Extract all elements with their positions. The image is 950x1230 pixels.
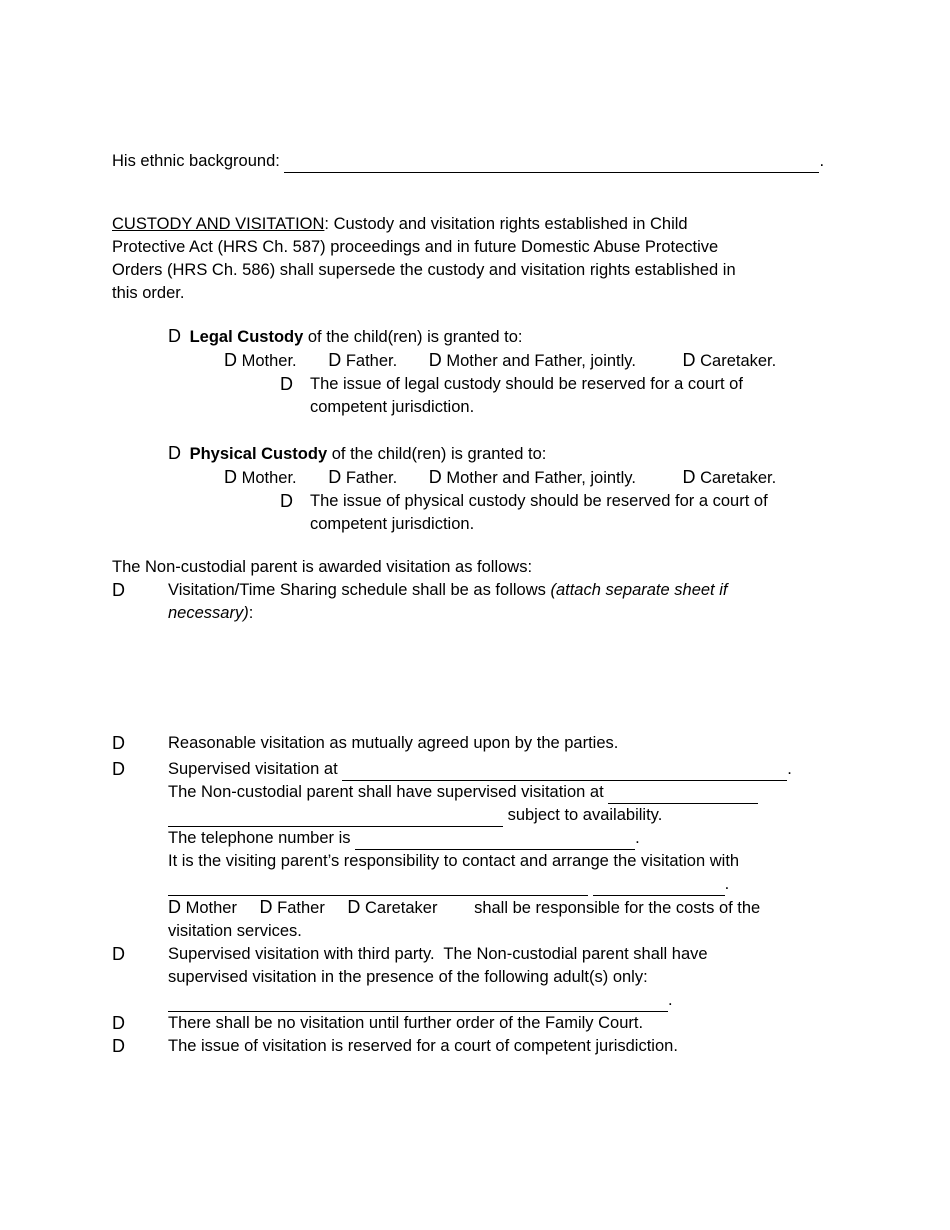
supervised-availability-text: subject to availability. [503, 806, 663, 824]
physical-custody-grant-line [168, 442, 838, 466]
period: . [787, 760, 792, 778]
option-father [328, 469, 397, 487]
legal-custody-title: Legal Custody [189, 328, 304, 346]
arrange-with-blank-1[interactable] [168, 879, 588, 896]
checkbox-mother[interactable]: D [224, 350, 237, 370]
supervised-line-location [168, 758, 838, 781]
cost-option-caretaker [347, 899, 437, 917]
checkbox-visitation-reserved-court[interactable]: D [112, 1036, 125, 1056]
schedule-colon: : [248, 604, 254, 622]
checkbox-caretaker[interactable]: D [682, 467, 696, 487]
checkbox-mother-father-jointly[interactable]: D [428, 350, 442, 370]
legal-custody-reserved [280, 373, 838, 419]
checkbox-father[interactable]: D [328, 350, 342, 370]
checkbox-visitation-third-party[interactable]: D [112, 944, 125, 964]
cost-option-father [260, 899, 325, 917]
checkbox-legal-custody[interactable]: D [168, 326, 181, 346]
checkbox-visitation-supervised[interactable]: D [112, 759, 125, 779]
reasonable-text: Reasonable visitation as mutually agreed upon by the parties. [168, 734, 619, 752]
cost-text-line-2: visitation services. [168, 922, 302, 940]
checkbox-visitation-schedule[interactable]: D [112, 580, 125, 600]
legal-custody-options-row [224, 349, 838, 373]
ethnic-background-label: His ethnic background: [112, 152, 280, 170]
option-mother-label: Mother. [241, 352, 297, 370]
custody-paragraph-text: : Custody and visitation rights established in Child [324, 215, 688, 233]
physical-reserved-line-2: competent jurisdiction. [310, 515, 475, 533]
visitation-item-schedule [112, 579, 838, 625]
supervised-line-3 [168, 804, 838, 827]
third-party-blank-line [168, 989, 838, 1012]
supervised-responsibility-text: It is the visiting parent’s responsibility to contact and arrange the visitation with [168, 852, 740, 870]
physical-reserved-line-1: The issue of physical custody should be reserved for a court of [310, 492, 768, 510]
custody-paragraph-line-2: Protective Act (HRS Ch. 587) proceedings and in future Domestic Abuse Protective [112, 238, 719, 256]
checkbox-father[interactable]: D [328, 467, 342, 487]
arrange-with-blank-2[interactable] [593, 879, 725, 896]
option-mother-label: Mother. [241, 469, 297, 487]
physical-custody-reserved-text [310, 490, 768, 536]
option-mother-father-jointly-label: Mother and Father, jointly. [446, 352, 636, 370]
option-caretaker-label: Caretaker. [700, 352, 777, 370]
ethnic-background-line [112, 150, 838, 173]
custody-paragraph-line-3: Orders (HRS Ch. 586) shall supersede the custody and visitation rights established in [112, 261, 736, 279]
supervised-location-blank-3[interactable] [168, 810, 503, 827]
checkbox-cost-caretaker[interactable]: D [347, 897, 361, 917]
physical-custody-options-row [224, 466, 838, 490]
supervised-at-label: Supervised visitation at [168, 760, 343, 778]
checkbox-mother-father-jointly[interactable]: D [428, 467, 442, 487]
cost-option-father-label: Father [277, 899, 325, 917]
option-father-label: Father. [345, 469, 398, 487]
checkbox-no-visitation[interactable]: D [112, 1013, 125, 1033]
visitation-item-reserved-court [112, 1035, 838, 1058]
option-caretaker [683, 469, 777, 487]
physical-custody-reserved [280, 490, 838, 536]
visitation-item-supervised [112, 758, 838, 943]
visitation-item-third-party [112, 943, 838, 1012]
checkbox-cost-father[interactable]: D [259, 897, 273, 917]
supervised-location-blank-2[interactable] [608, 787, 758, 804]
legal-reserved-line-2: competent jurisdiction. [310, 398, 475, 416]
custody-paragraph-line-4: this order. [112, 284, 185, 302]
supervised-arrange-blanks [168, 873, 838, 896]
phone-number-blank[interactable] [355, 833, 635, 850]
schedule-line-2 [168, 602, 838, 625]
checkbox-cost-mother[interactable]: D [168, 897, 181, 917]
supervised-line-2 [168, 781, 838, 804]
period: . [724, 875, 730, 893]
cost-text-line-1: shall be responsible for the costs of the [474, 899, 761, 917]
visitation-intro: The Non-custodial parent is awarded visitation as follows: [112, 558, 533, 576]
legal-custody-text: of the child(ren) is granted to: [303, 328, 523, 346]
physical-custody-text: of the child(ren) is granted to: [327, 445, 547, 463]
cost-option-mother [168, 899, 237, 917]
checkbox-visitation-reasonable[interactable]: D [112, 733, 125, 753]
schedule-italic-text-2: necessary) [168, 604, 249, 622]
physical-custody-title: Physical Custody [189, 445, 328, 463]
third-party-line-1: Supervised visitation with third party. The Non-custodial parent shall have [168, 945, 708, 963]
schedule-text [168, 579, 838, 625]
option-mother [224, 469, 297, 487]
option-father [328, 352, 397, 370]
legal-reserved-line-1: The issue of legal custody should be reserved for a court of [310, 375, 743, 393]
custody-paragraph-line-1 [112, 213, 838, 236]
schedule-plain-text: Visitation/Time Sharing schedule shall be as follows [168, 581, 551, 599]
option-caretaker [683, 352, 777, 370]
supervised-location-blank[interactable] [342, 764, 787, 781]
legal-custody-reserved-text [310, 373, 743, 419]
custody-section-paragraph [112, 213, 838, 305]
period: . [819, 152, 825, 170]
checkbox-physical-custody[interactable]: D [168, 443, 181, 463]
checkbox-reserve-legal-custody[interactable]: D [280, 374, 293, 394]
visitation-item-no-visitation [112, 1012, 838, 1035]
period: . [635, 829, 640, 847]
third-party-text [168, 943, 838, 1012]
visitation-item-reasonable [112, 732, 838, 755]
checkbox-mother[interactable]: D [224, 467, 237, 487]
option-mother [224, 352, 297, 370]
cost-option-mother-label: Mother [185, 899, 237, 917]
third-party-line-2: supervised visitation in the presence of the following adult(s) only: [168, 968, 648, 986]
schedule-italic-text-1: (attach separate sheet if [550, 581, 728, 599]
reserved-court-text: The issue of visitation is reserved for a court of competent jurisdiction. [168, 1037, 678, 1055]
period: . [668, 991, 673, 1009]
legal-custody-grant-line [168, 325, 838, 349]
supervised-line-phone [168, 827, 838, 850]
supervised-cost-row [168, 896, 838, 920]
option-father-label: Father. [345, 352, 398, 370]
no-visitation-text: There shall be no visitation until further order of the Family Court. [168, 1014, 644, 1032]
custody-section-heading: CUSTODY AND VISITATION [112, 215, 325, 233]
option-mother-father-jointly [429, 469, 636, 487]
option-mother-father-jointly-label: Mother and Father, jointly. [446, 469, 636, 487]
option-mother-father-jointly [429, 352, 636, 370]
cost-option-caretaker-label: Caretaker [365, 899, 438, 917]
third-party-adults-blank[interactable] [168, 995, 668, 1012]
option-caretaker-label: Caretaker. [700, 469, 777, 487]
checkbox-reserve-physical-custody[interactable]: D [280, 491, 293, 511]
supervised-line-2-text: The Non-custodial parent shall have supervised visitation at [168, 783, 609, 801]
checkbox-caretaker[interactable]: D [682, 350, 696, 370]
schedule-line-1 [168, 579, 838, 602]
supervised-text [168, 758, 838, 943]
ethnic-background-blank[interactable] [284, 156, 819, 173]
phone-label: The telephone number is [168, 829, 356, 847]
